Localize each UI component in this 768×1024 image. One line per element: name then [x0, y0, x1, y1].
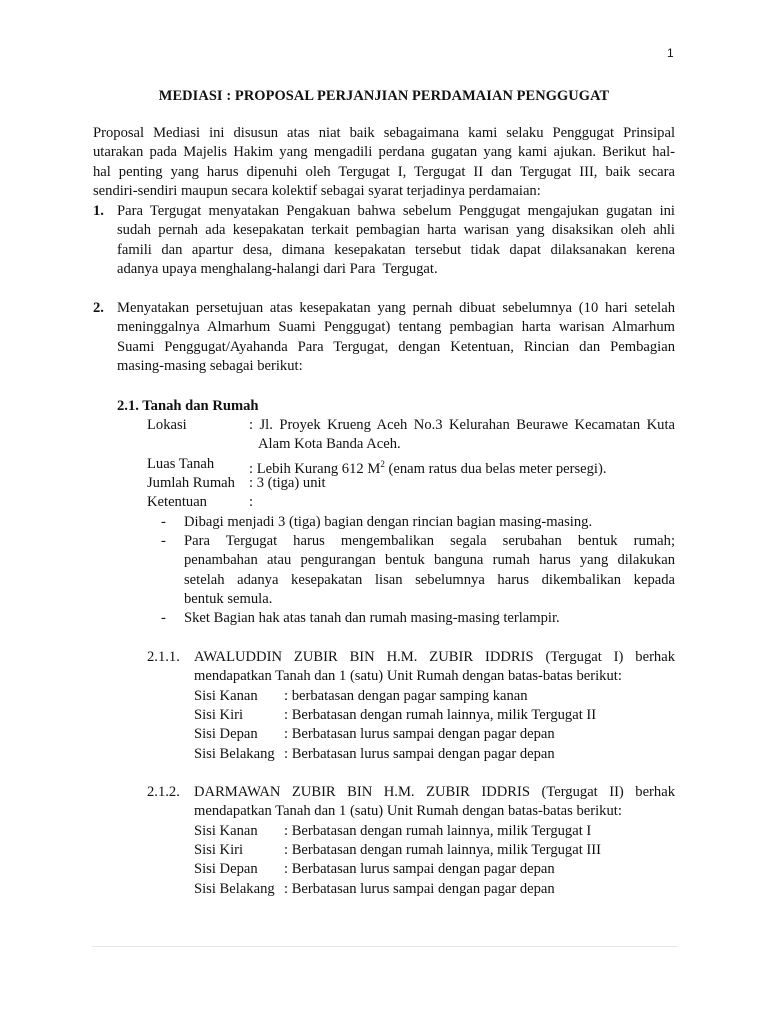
boundary-value: : Berbatasan dengan rumah lainnya, milik Tergugat III — [284, 842, 601, 858]
lokasi-label: Lokasi — [147, 417, 187, 433]
boundary-value: : Berbatasan dengan rumah lainnya, milik Tergugat I — [284, 823, 592, 839]
bullet-dash: - — [161, 610, 166, 626]
boundary-value: : Berbatasan lurus sampai dengan pagar depan — [284, 726, 555, 742]
boundary-label: Sisi Depan — [194, 726, 258, 742]
luas-suffix: (enam ratus dua belas meter persegi). — [384, 461, 607, 477]
sub-2-1-1-line: AWALUDDIN ZUBIR BIN H.M. ZUBIR IDDRIS (Tergugat I) berhak — [194, 649, 675, 665]
luas-tanah-value — [249, 455, 607, 477]
sub-2-1-2-number: 2.1.2. — [147, 784, 180, 800]
sub-2-1-1-number: 2.1.1. — [147, 649, 180, 665]
jumlah-rumah-value: : 3 (tiga) unit — [249, 475, 326, 491]
bullet-dash: - — [161, 514, 166, 530]
boundary-label: Sisi Kanan — [194, 688, 258, 704]
boundary-label: Sisi Kanan — [194, 823, 258, 839]
intro-paragraph — [93, 124, 675, 202]
boundary-label: Sisi Depan — [194, 861, 258, 877]
luas-prefix: : Lebih Kurang 612 M — [249, 461, 381, 477]
intro-line: hal penting yang harus dipenuhi oleh Tergugat I, Tergugat II dan Tergugat III, baik secara — [93, 163, 675, 180]
boundary-value: : Berbatasan lurus sampai dengan pagar depan — [284, 861, 555, 877]
boundary-value: : berbatasan dengan pagar samping kanan — [284, 688, 528, 704]
bullet-line: bentuk semula. — [184, 591, 273, 608]
ketentuan-label: Ketentuan — [147, 494, 207, 510]
point-2-number: 2. — [93, 300, 104, 316]
boundary-value: : Berbatasan lurus sampai dengan pagar depan — [284, 881, 555, 897]
point-2-text — [117, 299, 675, 377]
lokasi-value: : Jl. Proyek Krueng Aceh No.3 Kelurahan Beurawe Kecamatan Kuta — [249, 417, 675, 433]
intro-line: sendiri-sendiri maupun secara kolektif sebagai syarat terjadinya perdamaian: — [93, 183, 541, 200]
boundary-value: : Berbatasan dengan rumah lainnya, milik Tergugat II — [284, 707, 597, 723]
page-bottom-divider — [92, 946, 678, 947]
bullet-line: penambahan atau pengurangan bentuk banguna rumah harus yang dilakukan — [184, 552, 675, 569]
point-2-line: masing-masing sebagai berikut: — [117, 358, 303, 375]
point-1-number: 1. — [93, 203, 104, 219]
boundary-label: Sisi Kiri — [194, 707, 244, 723]
boundary-label: Sisi Kiri — [194, 842, 244, 858]
point-1-line: adanya upaya menghalang-halangi dari Para Tergugat. — [117, 261, 438, 278]
luas-superscript: 2 — [380, 459, 385, 469]
bullet-line: setelah adanya kesepakatan lisan sebelumnya harus dikembalikan kepada — [184, 571, 675, 588]
section-2-1-heading: 2.1. Tanah dan Rumah — [117, 398, 259, 414]
point-2-line: Suami Penggugat/Ayahanda Para Tergugat, dengan Ketentuan, Rincian dan Pembagian — [117, 338, 675, 355]
point-2-line: meninggalnya Almarhum Suami Penggugat) tentang pembagian harta warisan Almarhum — [117, 319, 675, 336]
bullet-line: Para Tergugat harus mengembalikan segala serubahan bentuk rumah; — [184, 533, 675, 549]
jumlah-rumah-label: Jumlah Rumah — [147, 475, 235, 491]
bullet-line: Dibagi menjadi 3 (tiga) bagian dengan rincian bagian masing-masing. — [184, 514, 593, 530]
sub-2-1-2-line: mendapatkan Tanah dan 1 (satu) Unit Rumah dengan batas-batas berikut: — [194, 803, 622, 819]
boundary-value: : Berbatasan lurus sampai dengan pagar depan — [284, 746, 555, 762]
point-1-line: sudah pernah ada kesepakatan terkait pembagian harta warisan yang disaksikan oleh ahli — [117, 222, 675, 239]
document-title: MEDIASI : PROPOSAL PERJANJIAN PERDAMAIAN PENGGUGAT — [158, 88, 610, 104]
lokasi-value-cont: Alam Kota Banda Aceh. — [258, 436, 401, 452]
ketentuan-colon: : — [249, 494, 254, 510]
point-2-line: Menyatakan persetujuan atas kesepakatan yang pernah dibuat sebelumnya (10 hari setelah — [117, 300, 675, 316]
intro-line: utarakan pada Majelis Hakim yang mengadili perdana gugatan yang kami ajukan. Berikut hal- — [93, 144, 675, 161]
boundary-label: Sisi Belakang — [194, 881, 275, 897]
bullet-block — [184, 532, 675, 610]
boundary-label: Sisi Belakang — [194, 746, 275, 762]
point-1-line: famili dan apartur desa, dimana kesepakatan tersebut tidak dapat dilaksanakan kerena — [117, 241, 675, 258]
bullet-line: Sket Bagian hak atas tanah dan rumah masing-masing terlampir. — [184, 610, 560, 626]
intro-line: Proposal Mediasi ini disusun atas niat baik sebagaimana kami selaku Penggugat Prinsipal — [93, 125, 675, 141]
point-1-line: Para Tergugat menyatakan Pengakuan bahwa sebelum Penggugat mengajukan gugatan ini — [117, 203, 675, 219]
sub-2-1-1-line: mendapatkan Tanah dan 1 (satu) Unit Rumah dengan batas-batas berikut: — [194, 668, 622, 684]
luas-tanah-label: Luas Tanah — [147, 456, 215, 472]
bullet-dash: - — [161, 533, 166, 549]
point-1-text — [117, 202, 675, 280]
page-number: 1 — [667, 46, 674, 60]
sub-2-1-2-line: DARMAWAN ZUBIR BIN H.M. ZUBIR IDDRIS (Tergugat II) berhak — [194, 784, 675, 800]
